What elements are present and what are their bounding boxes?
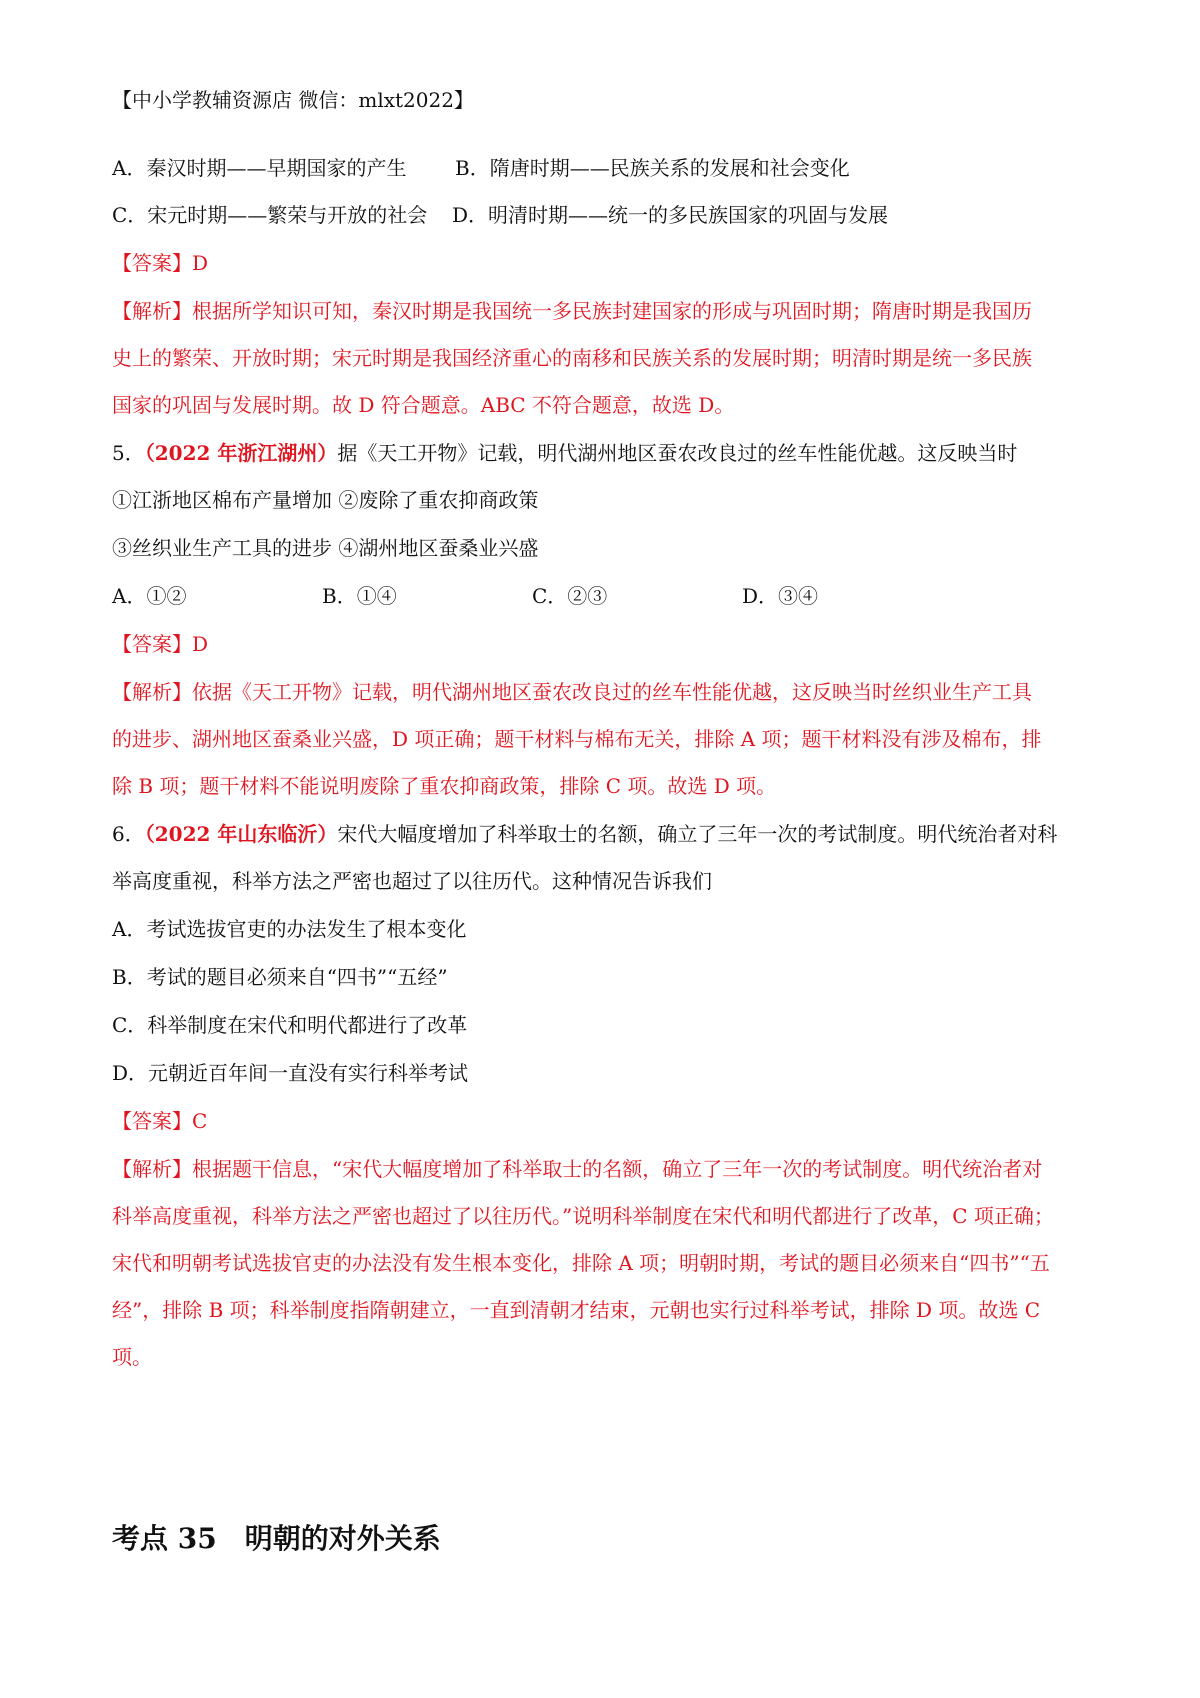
q6-option-c: C．科举制度在宋代和明代都进行了改革 <box>112 1013 468 1037</box>
q4-analysis-text-1: 根据所学知识可知，秦汉时期是我国统一多民族封建国家的形成与巩固时期；隋唐时期是我国历 <box>192 299 1032 323</box>
q5-items-row-2: ③丝织业生产工具的进步 ④湖州地区蚕桑业兴盛 <box>112 536 539 560</box>
q6-number: 6． <box>112 822 145 846</box>
q6-stem-text-1: 宋代大幅度增加了科举取士的名额，确立了三年一次的考试制度。明代统治者对科 <box>337 822 1058 846</box>
q6-analysis-text-1: 根据题干信息，“宋代大幅度增加了科举取士的名额，确立了三年一次的考试制度。明代统治者对 <box>192 1157 1043 1181</box>
q6-stem-line-1 <box>112 820 1057 848</box>
q4-analysis-label: 【解析】 <box>112 299 192 323</box>
q6-analysis-line-3: 宋代和明朝考试选拔官吏的办法没有发生根本变化，排除 A 项；明朝时期，考试的题目必须来自“四书”“五 <box>112 1251 1050 1275</box>
q4-answer: 【答案】D <box>112 251 209 275</box>
q4-option-a: A．秦汉时期——早期国家的产生 <box>112 156 407 180</box>
q6-source: （2022 年山东临沂） <box>144 822 338 846</box>
q4-option-c: C．宋元时期——繁荣与开放的社会 <box>112 203 428 227</box>
q5-option-c: C．②③ <box>532 584 608 608</box>
q6-option-d: D．元朝近百年间一直没有实行科举考试 <box>112 1061 469 1085</box>
q5-analysis-line-2: 的进步、湖州地区蚕桑业兴盛，D 项正确；题干材料与棉布无关，排除 A 项；题干材料没有涉及棉布，排 <box>112 727 1042 751</box>
q4-analysis-line-2: 史上的繁荣、开放时期；宋元时期是我国经济重心的南移和民族关系的发展时期；明清时期是统一多民族 <box>112 346 1032 370</box>
q5-stem-text: 据《天工开物》记载，明代湖州地区蚕农改良过的丝车性能优越。这反映当时 <box>337 441 1018 465</box>
q5-number: 5． <box>112 441 145 465</box>
q4-analysis-line-3: 国家的巩固与发展时期。故 D 符合题意。ABC 不符合题意，故选 D。 <box>112 393 735 417</box>
section-label: 考点 35 <box>112 1522 217 1555</box>
q6-answer: 【答案】C <box>112 1109 208 1133</box>
q5-analysis-line-1 <box>112 678 1032 706</box>
q5-option-d: D．③④ <box>742 584 819 608</box>
section-heading <box>112 1521 441 1557</box>
q5-items-row-1: ①江浙地区棉布产量增加 ②废除了重农抑商政策 <box>112 488 539 512</box>
section-title: 明朝的对外关系 <box>244 1522 441 1555</box>
q5-options <box>112 582 818 610</box>
q6-analysis-label: 【解析】 <box>112 1157 192 1181</box>
q6-analysis-line-4: 经”，排除 B 项；科举制度指隋朝建立，一直到清朝才结束，元朝也实行过科举考试，排除 D 项。故选 C <box>112 1298 1041 1322</box>
q5-option-b: B．①④ <box>322 584 397 608</box>
q6-analysis-line-1 <box>112 1155 1042 1183</box>
q4-option-d: D．明清时期——统一的多民族国家的巩固与发展 <box>452 203 889 227</box>
q6-stem-line-2: 举高度重视，科举方法之严密也超过了以往历代。这种情况告诉我们 <box>112 869 712 893</box>
q4-option-b: B．隋唐时期——民族关系的发展和社会变化 <box>455 156 850 180</box>
q4-options-row-1 <box>112 154 850 182</box>
q5-option-a: A．①② <box>112 584 187 608</box>
q5-analysis-line-3: 除 B 项；题干材料不能说明废除了重农抑商政策，排除 C 项。故选 D 项。 <box>112 774 777 798</box>
q5-analysis-label: 【解析】 <box>112 680 192 704</box>
q6-analysis-line-2: 科举高度重视，科举方法之严密也超过了以往历代。”说明科举制度在宋代和明代都进行了改革，C 项正确； <box>112 1204 1054 1228</box>
q4-options-row-2 <box>112 201 888 229</box>
q5-analysis-text-1: 依据《天工开物》记载，明代湖州地区蚕农改良过的丝车性能优越，这反映当时丝织业生产工具 <box>192 680 1032 704</box>
q6-option-b: B．考试的题目必须来自“四书”“五经” <box>112 965 448 989</box>
q5-stem <box>112 439 1017 467</box>
q6-analysis-line-5: 项。 <box>112 1345 152 1369</box>
q4-analysis-line-1 <box>112 297 1032 325</box>
watermark-header: 【中小学教辅资源店 微信：mlxt2022】 <box>112 88 474 112</box>
q5-answer: 【答案】D <box>112 632 209 656</box>
q5-source: （2022 年浙江湖州） <box>144 441 338 465</box>
q6-option-a: A．考试选拔官吏的办法发生了根本变化 <box>112 917 467 941</box>
